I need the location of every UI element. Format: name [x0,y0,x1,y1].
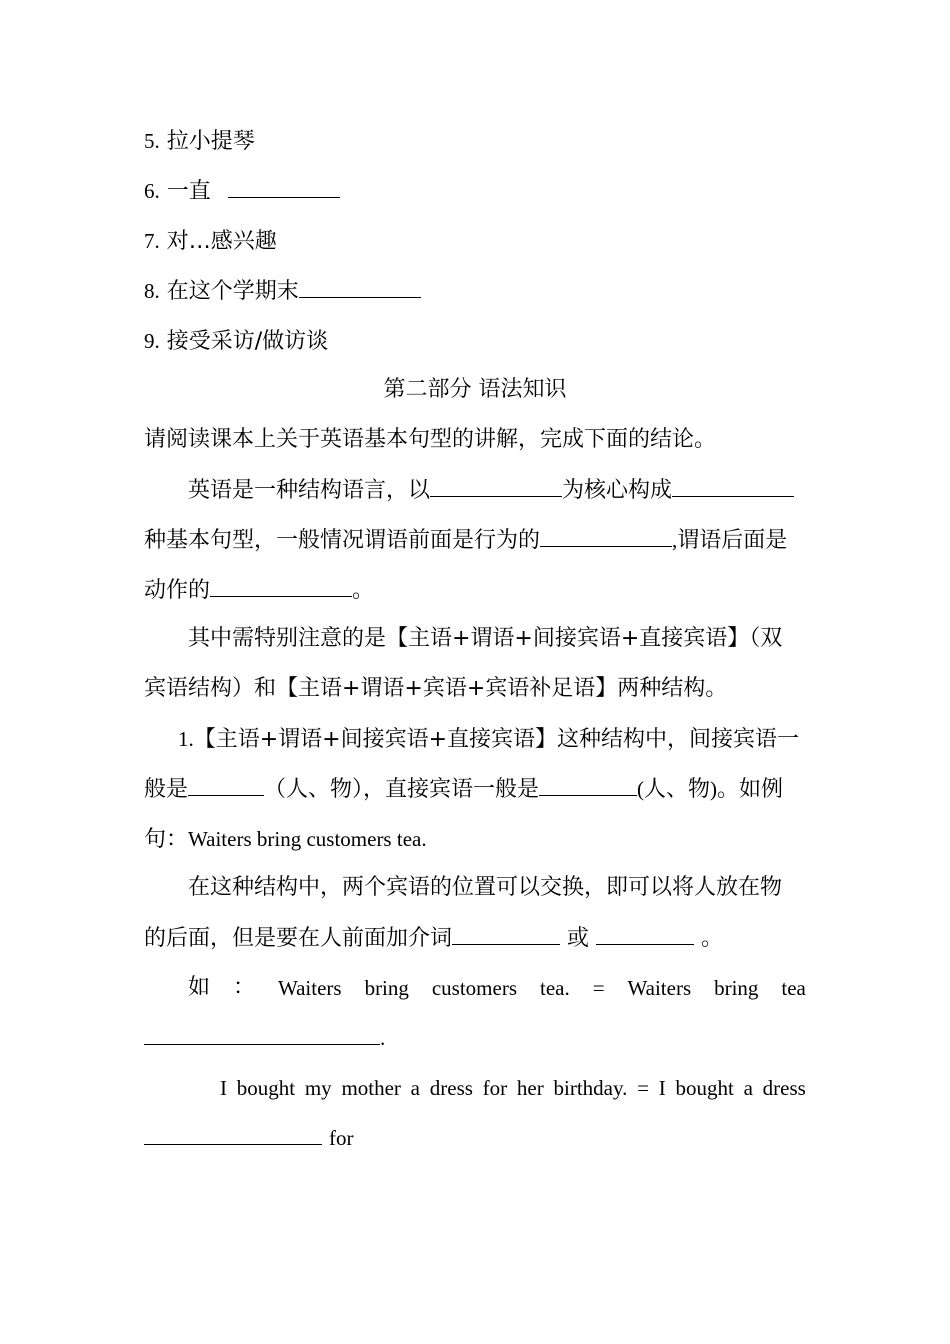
example-word: = [637,1076,649,1100]
vocab-item-5 [144,125,255,157]
intro-text: 请阅读课本上关于英语基本句型的讲解，完成下面的结论。 [144,427,717,452]
example-word: Waiters [277,976,342,1000]
example-word: Waiters [627,976,692,1000]
vocab-item-7 [144,225,277,257]
example-word: birthday. [553,1076,628,1100]
example-word: tea. [539,976,570,1000]
example2-line1 [220,1072,806,1104]
answer-blank[interactable] [188,773,264,796]
vocab-text: 一直 [166,179,211,204]
example-word: = [592,976,605,1000]
para-text: , [672,528,678,552]
answer-blank[interactable] [596,922,694,945]
point1-line1 [178,723,799,755]
vocab-number: 8. [144,279,160,303]
answer-blank[interactable] [210,574,352,597]
para-text: 句： [144,827,189,852]
example-word: bring [364,976,409,1000]
vocab-number: 9. [144,329,160,353]
section-title: 第二部分 语法知识 [383,377,567,402]
answer-blank[interactable] [539,773,637,796]
para2-line2: 宾语结构）和【主语+谓语+宾语+宾语补足语】两种结构。 [144,676,728,701]
example-word: mother [341,1076,401,1100]
example-word: bought [675,1076,734,1100]
vocab-item-8 [144,275,421,307]
para1-line2 [144,524,787,556]
para-text: 。 [352,578,375,603]
example-word: ： [232,975,255,1000]
example-word: a [410,1076,420,1100]
answer-blank[interactable] [540,524,672,547]
para-text: 。 [701,926,724,951]
example-word: tea [781,976,806,1000]
vocab-number: 6. [144,179,160,203]
example-word: my [304,1076,332,1100]
answer-blank[interactable] [144,1122,322,1145]
answer-blank[interactable] [672,474,794,497]
answer-blank[interactable] [299,275,421,298]
example-sentence: Waiters bring customers tea. [188,827,427,851]
para1-line3 [144,574,374,606]
vocab-number: 7. [144,229,160,253]
para-text: 英语是一种结构语言，以 [188,478,431,503]
example-word: bought [236,1076,296,1100]
example1-line2 [144,1022,385,1054]
vocab-text: 对…感兴趣 [166,229,277,254]
para-text: 种基本句型，一般情况谓语前面是行为的 [144,528,541,553]
para-text: 人、物 [644,777,711,802]
answer-blank[interactable] [430,474,562,497]
para-text: （人、物），直接宾语一般是 [264,777,540,802]
example1-line1 [188,972,806,1004]
answer-blank[interactable] [452,922,560,945]
vocab-text: 接受采访/做访谈 [166,329,329,354]
para-text: 的后面，但是要在人前面加介词 [144,926,453,951]
para3-line1: 在这种结构中，两个宾语的位置可以交换，即可以将人放在物 [188,875,783,900]
example-word: for [482,1076,508,1100]
para-text: 谓语后面是 [677,528,788,553]
para3-line2 [144,922,723,954]
example-word: her [516,1076,544,1100]
example-word: dress [429,1076,473,1100]
point1-line3 [144,823,427,855]
answer-blank[interactable] [228,175,340,198]
example-word: dress [762,1076,806,1100]
vocab-number: 5. [144,129,160,153]
para2-line1: 其中需特别注意的是【主语+谓语+间接宾语+直接宾语】（双 [188,626,783,651]
para-text: 。如例 [717,777,784,802]
para-text: 为核心构成 [562,478,673,503]
para-text: 般是 [144,777,189,802]
para-text: ) [710,777,718,801]
example-word: customers [431,976,518,1000]
vocab-item-6 [144,175,340,207]
example-word: a [743,1076,753,1100]
vocab-text: 在这个学期末 [166,279,299,304]
para-text: ( [637,777,645,801]
example-word: 如 [188,975,211,1000]
para-text: 【主语+谓语+间接宾语+直接宾语】这种结构中，间接宾语一 [193,727,800,752]
point-number: 1. [178,727,194,751]
para-text: 动作的 [144,578,211,603]
example2-line2 [144,1122,354,1154]
example-word: I [658,1076,666,1100]
vocab-text: 拉小提琴 [166,129,255,154]
vocab-item-9 [144,325,328,357]
answer-blank[interactable] [144,1022,380,1045]
example-word: bring [714,976,759,1000]
example-word: for [329,1126,354,1150]
example-word: I [220,1076,227,1100]
para-text: 或 [567,926,590,951]
para1-line1 [188,474,794,506]
example-word: . [380,1026,386,1050]
point1-line2 [144,773,783,805]
